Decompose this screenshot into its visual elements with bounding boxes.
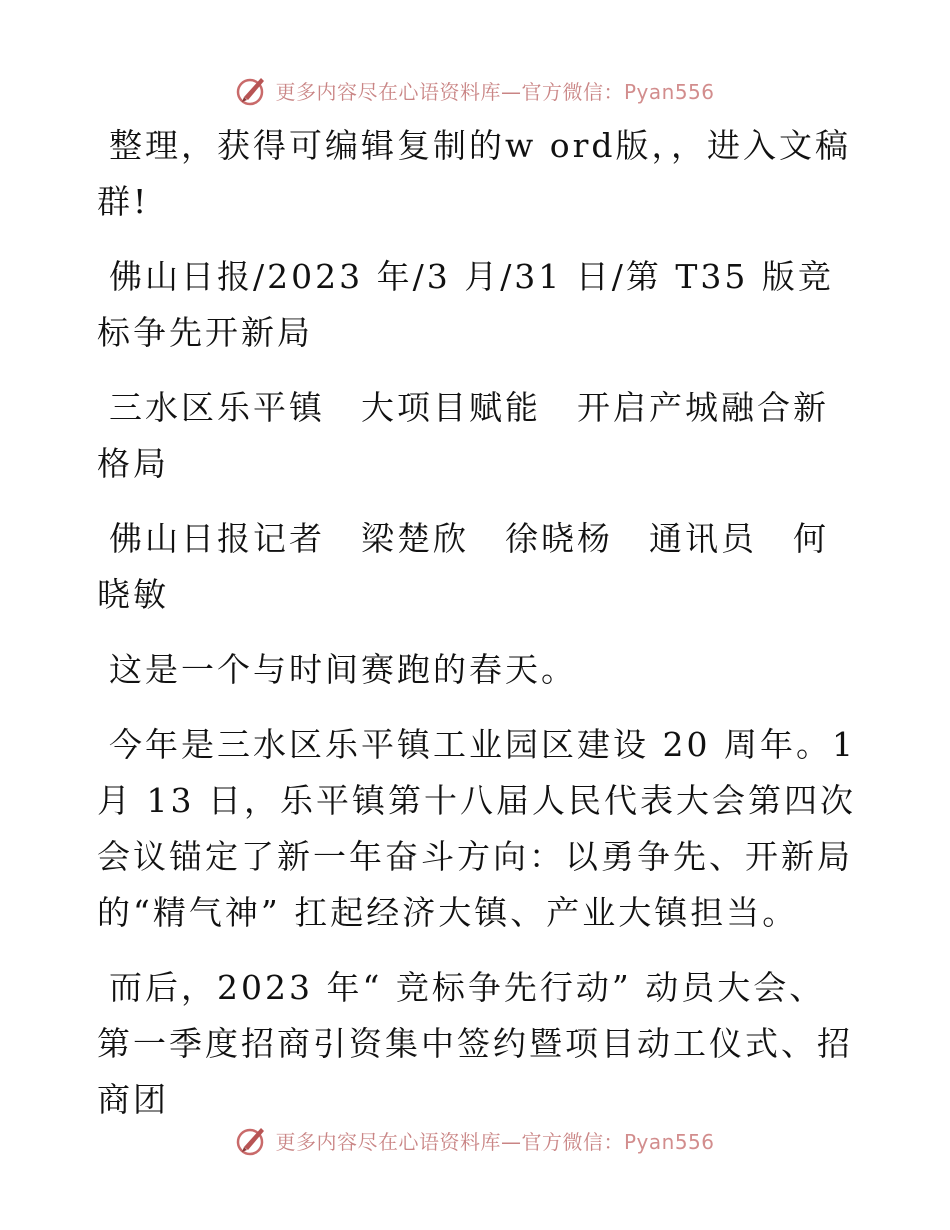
footer-watermark xyxy=(0,1120,950,1160)
quill-pen-icon xyxy=(235,73,269,107)
watermark-account: Pyan556 xyxy=(623,79,715,104)
paragraph-lead: 这是一个与时间赛跑的春天。 xyxy=(109,650,577,689)
quill-pen-icon xyxy=(235,1123,269,1157)
paragraph-intro-note: 整理，获得可编辑复制的w ord版，，进入文稿群! xyxy=(97,126,852,221)
paragraph-article-title: 三水区乐平镇 大项目赋能 开启产城融合新格局 xyxy=(97,388,829,483)
paragraph-body-2: 而后，2023 年“ 竞标争先行动” 动员大会、第一季度招商引资集中签约暨项目动工仪式、招商团 xyxy=(97,968,853,1119)
watermark-text: 更多内容尽在心语资料库—官方微信： xyxy=(275,1129,624,1154)
watermark-text: 更多内容尽在心语资料库—官方微信： xyxy=(275,79,624,104)
watermark-account: Pyan556 xyxy=(623,1129,715,1154)
document-body xyxy=(97,118,857,1147)
paragraph-byline: 佛山日报记者 梁楚欣 徐晓杨 通讯员 何晓敏 xyxy=(97,519,829,614)
paragraph-source-line: 佛山日报/2023 年/3 月/31 日/第 T35 版竞标争先开新局 xyxy=(97,257,834,352)
header-watermark xyxy=(0,70,950,110)
paragraph-body-1: 今年是三水区乐平镇工业园区建设 20 周年。1 月 13 日，乐平镇第十八届人民代表大会第四次会议锚定了新一年奋斗方向：以勇争先、开新局的“精气神” 扛起经济大镇、产业大镇担当。 xyxy=(97,725,856,932)
